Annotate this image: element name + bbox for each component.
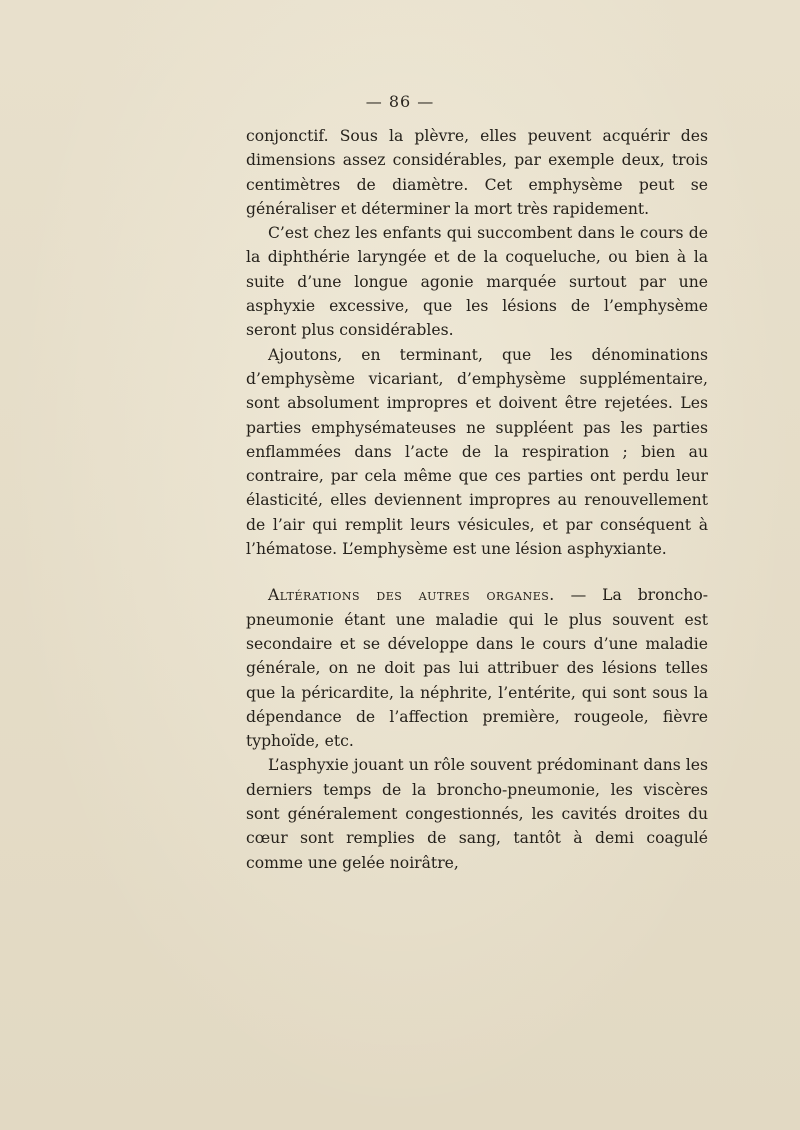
- paragraph-2: C’est chez les enfants qui succombent dans le cours de la diphthérie laryngée et de la coqueluche, ou bien à la suite d’une longue agonie marquée surtout par une asphyxie excessive, que les lésions de l’emphysème seront plus considérables.: [246, 224, 708, 340]
- section-heading: Altérations des autres organes.: [268, 586, 555, 605]
- paragraph-3: Ajoutons, en terminant, que les dénominations d’emphysème vicariant, d’emphysème supplémentaire, sont absolument impropres et doivent être rejetées. Les parties emphysémateuses ne suppléent pas les parties enflammées dans l’acte de la respiration ; bien au contraire, par cela même que ces parties ont perdu leur élasticité, elles deviennent impropres au renouvellement de l’air qui remplit leurs vésicules, et par conséquent à l’hématose. L’emphysème est une lésion asphyxiante.: [246, 345, 708, 559]
- paragraph-5: L’asphyxie jouant un rôle souvent prédominant dans les derniers temps de la broncho-pneumonie, les viscères sont généralement congestionnés, les cavités droites du cœur sont remplies de sang, tantôt à demi coagulé comme une gelée noirâtre,: [246, 756, 708, 872]
- paragraph-4: [246, 583, 708, 753]
- page-number: — 86 —: [365, 92, 435, 111]
- body-text: [246, 124, 708, 875]
- paragraph-4-body: — La broncho-pneumonie étant une maladie qui le plus souvent est secondaire et se développe dans le cours d’une maladie générale, on ne doit pas lui attribuer des lésions telles que la péricardite, la néphrite, l’entérite, qui sont sous la dépendance de l’affection première, rougeole, fièvre typhoïde, etc.: [246, 586, 708, 751]
- paragraph-1: conjonctif. Sous la plèvre, elles peuvent acquérir des dimensions assez considérables, par exemple deux, trois centimètres de diamètre. Cet emphysème peut se généraliser et déterminer la mort très rapidement.: [246, 127, 708, 218]
